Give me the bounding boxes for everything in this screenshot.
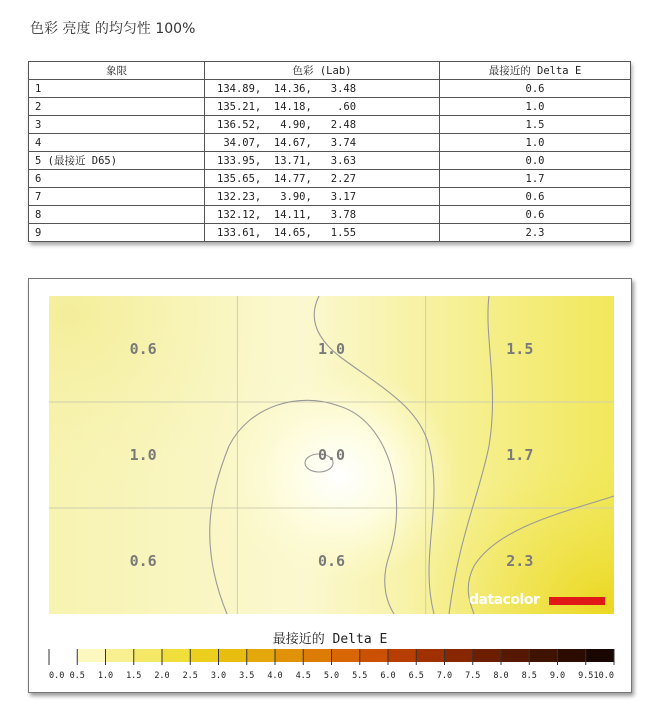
table-row xyxy=(29,188,631,206)
table-row xyxy=(29,98,631,116)
cell-lab: 133.61, 14.65, 1.55 xyxy=(205,224,440,242)
colorbar-segment xyxy=(473,649,502,662)
watermark-accent-bar xyxy=(549,597,605,605)
colorbar-segment xyxy=(162,649,191,662)
colorbar-segment xyxy=(134,649,163,662)
colorbar-segment xyxy=(219,649,248,662)
colorbar-segment xyxy=(360,649,389,662)
cell-lab: 132.23, 3.90, 3.17 xyxy=(205,188,440,206)
heatmap-cell-value: 1.5 xyxy=(506,340,534,358)
colorbar-tick-label: 0.5 xyxy=(69,671,85,681)
page-title: 色彩 亮度 的均匀性 100% xyxy=(30,21,196,37)
cell-delta-e: 2.3 xyxy=(440,224,631,242)
watermark-text: datacolor xyxy=(469,592,540,608)
cell-lab: 132.12, 14.11, 3.78 xyxy=(205,206,440,224)
colorbar-segment xyxy=(77,649,106,662)
cell-quadrant: 4 xyxy=(29,134,205,152)
cell-quadrant: 6 xyxy=(29,170,205,188)
cell-quadrant: 9 xyxy=(29,224,205,242)
legend-title: 最接近的 Delta E xyxy=(272,632,388,647)
cell-delta-e: 1.0 xyxy=(440,98,631,116)
table-row xyxy=(29,80,631,98)
colorbar-segment xyxy=(49,649,78,662)
quadrant-table xyxy=(28,61,631,242)
colorbar-tick-label: 1.0 xyxy=(97,671,114,681)
colorbar-segment xyxy=(445,649,474,662)
cell-quadrant: 7 xyxy=(29,188,205,206)
colorbar-segment xyxy=(247,649,276,662)
colorbar-tick-label: 3.5 xyxy=(239,671,255,681)
heatmap-cell-value: 1.0 xyxy=(129,446,157,464)
colorbar-segment xyxy=(388,649,417,662)
colorbar-tick-label: 5.5 xyxy=(352,671,368,681)
table-row xyxy=(29,206,631,224)
colorbar-tick-label: 8.0 xyxy=(493,671,509,681)
colorbar-tick-label: 4.5 xyxy=(295,671,311,681)
colorbar-segment xyxy=(106,649,135,662)
colorbar-tick-label: 2.5 xyxy=(182,671,198,681)
cell-lab: 34.07, 14.67, 3.74 xyxy=(205,134,440,152)
heatmap-cell-value: 0.0 xyxy=(317,446,346,464)
table-header-row xyxy=(29,62,631,80)
colorbar-tick-label: 4.0 xyxy=(267,671,283,681)
heatmap-cell-value: 2.3 xyxy=(506,552,534,570)
cell-delta-e: 1.5 xyxy=(440,116,631,134)
heatmap-cell-value: 0.6 xyxy=(129,552,157,570)
table-row xyxy=(29,170,631,188)
table-row xyxy=(29,224,631,242)
cell-quadrant: 1 xyxy=(29,80,205,98)
colorbar-segment xyxy=(303,649,332,662)
colorbar-tick-label: 1.5 xyxy=(126,671,142,681)
uniformity-chart xyxy=(28,278,632,693)
quadrant-table-container xyxy=(28,61,630,242)
colorbar-segment xyxy=(332,649,361,662)
colorbar-tick-label: 7.0 xyxy=(436,671,453,681)
cell-lab: 136.52, 4.90, 2.48 xyxy=(205,116,440,134)
colorbar-tick-label: 5.0 xyxy=(323,671,340,681)
cell-quadrant: 5 (最接近 D65) xyxy=(29,152,205,170)
header-delta-e: 最接近的 Delta E xyxy=(440,62,631,80)
cell-delta-e: 0.6 xyxy=(440,188,631,206)
colorbar-tick-label: 8.5 xyxy=(521,671,537,681)
heatmap-cell-value: 0.6 xyxy=(317,552,346,570)
colorbar xyxy=(49,649,615,681)
colorbar-segment xyxy=(558,649,587,662)
colorbar-tick-label: 6.5 xyxy=(408,671,424,681)
table-row xyxy=(29,116,631,134)
cell-quadrant: 3 xyxy=(29,116,205,134)
header-quadrant: 象限 xyxy=(29,62,205,80)
cell-quadrant: 2 xyxy=(29,98,205,116)
colorbar-tick-label: 3.0 xyxy=(210,671,227,681)
colorbar-tick-label: 9.0 xyxy=(549,671,566,681)
cell-delta-e: 0.6 xyxy=(440,206,631,224)
cell-lab: 133.95, 13.71, 3.63 xyxy=(205,152,440,170)
heatmap-cell-value: 0.6 xyxy=(129,340,157,358)
cell-delta-e: 1.0 xyxy=(440,134,631,152)
colorbar-segment xyxy=(586,649,615,662)
colorbar-segment xyxy=(529,649,558,662)
cell-lab: 134.89, 14.36, 3.48 xyxy=(205,80,440,98)
heatmap-cell-value: 1.0 xyxy=(317,340,346,358)
cell-delta-e: 0.0 xyxy=(440,152,631,170)
cell-delta-e: 0.6 xyxy=(440,80,631,98)
cell-lab: 135.65, 14.77, 2.27 xyxy=(205,170,440,188)
heatmap-area xyxy=(49,296,614,614)
heatmap-cell-value: 1.7 xyxy=(506,446,534,464)
cell-quadrant: 8 xyxy=(29,206,205,224)
colorbar-tick-label: 6.0 xyxy=(380,671,396,681)
colorbar-segment xyxy=(501,649,530,662)
cell-delta-e: 1.7 xyxy=(440,170,631,188)
colorbar-tick-label: 10.0 xyxy=(593,671,614,681)
colorbar-tick-label: 0.0 xyxy=(49,671,65,681)
header-lab: 色彩 (Lab) xyxy=(205,62,440,80)
cell-lab: 135.21, 14.18, .60 xyxy=(205,98,440,116)
colorbar-tick-label: 9.5 xyxy=(578,671,594,681)
table-row xyxy=(29,134,631,152)
colorbar-segment xyxy=(275,649,304,662)
colorbar-segment xyxy=(190,649,219,662)
colorbar-segment xyxy=(416,649,445,662)
table-row xyxy=(29,152,631,170)
colorbar-tick-label: 2.0 xyxy=(154,671,170,681)
colorbar-tick-label: 7.5 xyxy=(465,671,481,681)
